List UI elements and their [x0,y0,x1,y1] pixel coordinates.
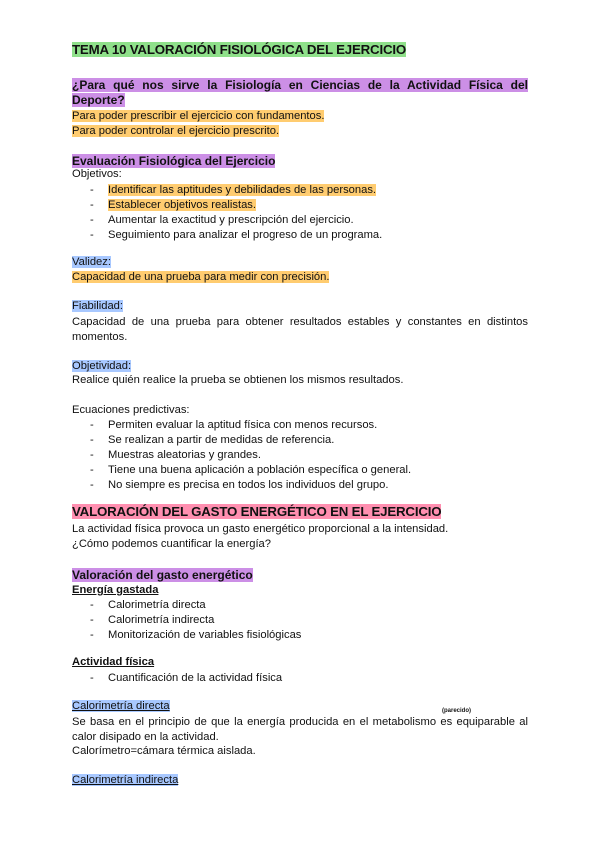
term-validez: Validez: [72,256,111,268]
margin-note: (parecido) [442,708,472,714]
definition-calorimetria-directa: Se basa en el principio de que la energía producida en el metabolismo es equiparable al calor disipado en la actividad. [72,716,528,743]
answer-line: Para poder prescribir el ejercicio con fundamentos. [72,110,325,122]
equations-label: Ecuaciones predictivas: [72,404,190,416]
answer-line: Para poder controlar el ejercicio prescrito. [72,125,280,137]
list-item: - Establecer objetivos realistas. [90,199,256,211]
equations-list [72,418,411,493]
paragraph-line: ¿Cómo podemos cuantificar la energía? [72,538,271,550]
list-item: - Calorimetría directa [90,599,206,611]
subheading-actividad: Actividad física [72,656,155,668]
term-fiabilidad: Fiabilidad: [72,300,123,312]
section-heading: Evaluación Fisiológica del Ejercicio [72,154,276,168]
page-title: TEMA 10 VALORACIÓN FISIOLÓGICA DEL EJERCICIO [72,42,406,57]
list-item: - Muestras aleatorias y grandes. [90,449,261,461]
subheading-energia: Energía gastada [72,584,159,596]
list-item: - Calorimetría indirecta [90,614,215,626]
section-title-gasto: VALORACIÓN DEL GASTO ENERGÉTICO EN EL EJERCICIO [72,504,442,519]
list-item: - Identificar las aptitudes y debilidades de las personas. [90,184,377,196]
list-item: - Monitorización de variables fisiológicas [90,629,302,641]
definition-validez: Capacidad de una prueba para medir con precisión. [72,271,330,283]
list-item: - No siempre es precisa en todos los individuos del grupo. [90,479,389,491]
term-calorimetria-directa: Calorimetría directa [72,700,170,712]
actividad-list [72,671,282,686]
term-calorimetria-indirecta: Calorimetría indirecta [72,774,179,786]
term-objetividad: Objetividad: [72,360,132,372]
paragraph-line: La actividad física provoca un gasto energético proporcional a la intensidad. [72,523,449,535]
list-item: - Aumentar la exactitud y prescripción del ejercicio. [90,214,354,226]
objectives-list [72,183,382,243]
objectives-label: Objetivos: [72,168,122,180]
question-heading: ¿Para qué nos sirve la Fisiología en Ciencias de la Actividad Física del Deporte? [72,78,528,107]
list-item: - Tiene una buena aplicación a población específica o general. [90,464,412,476]
list-item: - Permiten evaluar la aptitud física con menos recursos. [90,419,378,431]
definition-objetividad: Realice quién realice la prueba se obtienen los mismos resultados. [72,374,404,386]
calorimeter-line: Calorímetro=cámara térmica aislada. [72,745,256,757]
list-item: - Seguimiento para analizar el progreso de un programa. [90,229,383,241]
list-item: - Cuantificación de la actividad física [90,672,283,684]
energia-list [72,598,301,643]
section-heading: Valoración del gasto energético [72,568,253,582]
definition-fiabilidad: Capacidad de una prueba para obtener resultados estables y constantes en distintos momentos. [72,316,528,343]
list-item: - Se realizan a partir de medidas de referencia. [90,434,335,446]
